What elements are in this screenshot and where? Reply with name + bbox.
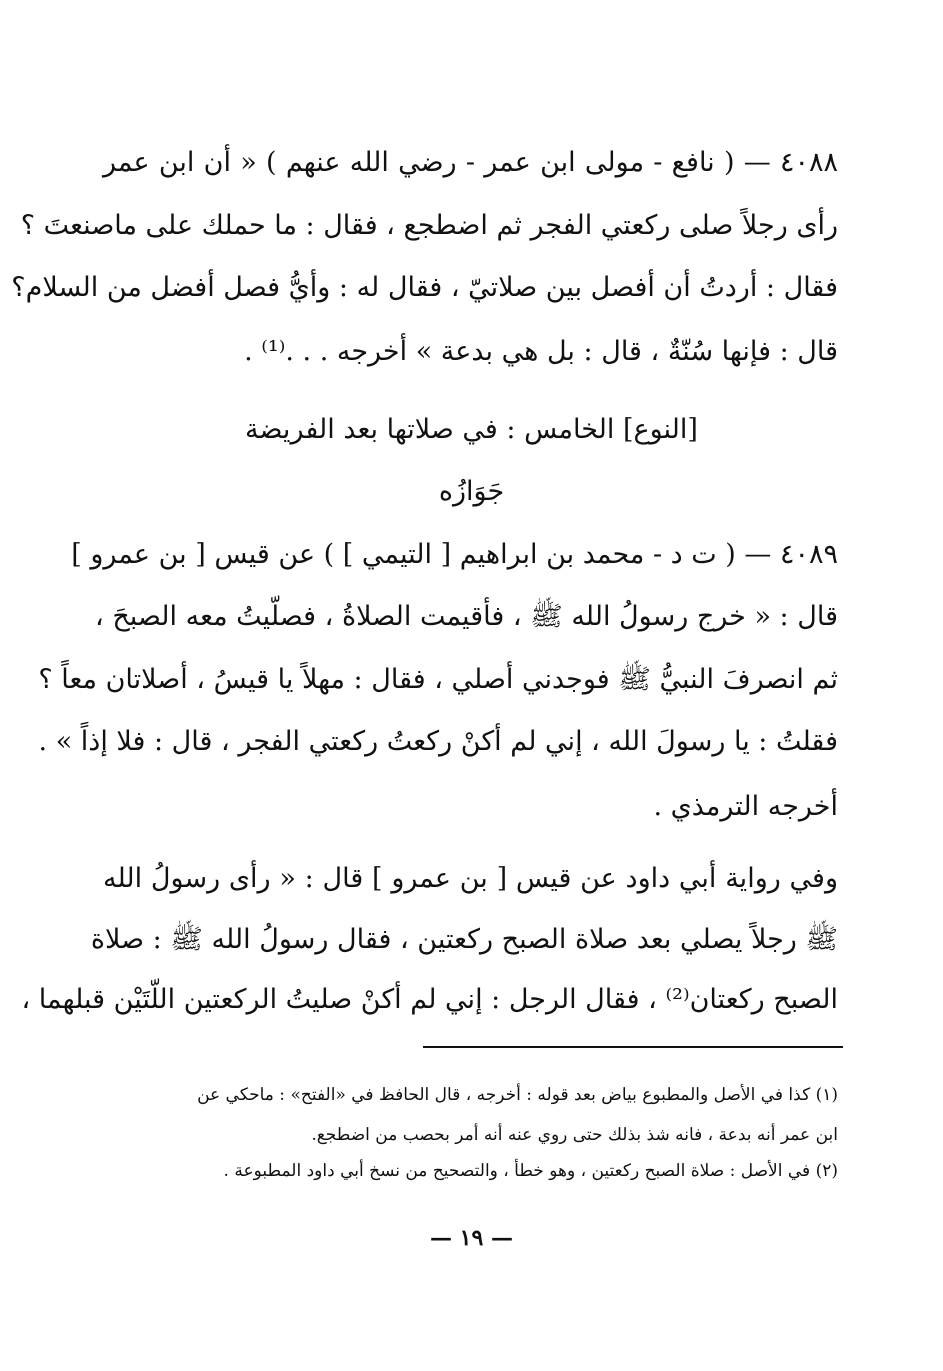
hadith-4089-line-3: ثم انصرفَ النبيُّ ﷺ فوجدني أصلي ، فقال : مهلاً يا قيسُ ، أصلاتان معاً ؟	[38, 664, 838, 695]
footnote-divider	[423, 1046, 843, 1048]
hadith-4089-line-5: أخرجه الترمذي .	[653, 791, 838, 822]
footnote-2: (٢) في الأصل : صلاة الصبح ركعتين ، وهو خطأ ، والتصحيح من نسخ أبي داود المطبوعة .	[223, 1161, 838, 1181]
hadith-4089-line-4: فقلتُ : يا رسولَ الله ، إني لم أكنْ ركعتُ ركعتي الفجر ، قال : فلا إذاً » .	[38, 726, 838, 757]
hadith-4088-line-2: رأى رجلاً صلى ركعتي الفجر ثم اضطجع ، فقال : ما حملك على ماصنعتَ ؟	[20, 210, 838, 241]
abu-dawud-line-3: الصبح ركعتان⁽²⁾ ، فقال الرجل : إني لم أكنْ صليتُ الركعتين اللّتَيْن قبلهما ،	[21, 984, 838, 1015]
section-heading: [النوع] الخامس : في صلاتها بعد الفريضة	[245, 414, 698, 445]
hadith-4088-line-3: فقال : أردتُ أن أفصل بين صلاتيّ ، فقال له : وأيُّ فصل أفضل من السلام؟	[11, 272, 838, 303]
footnote-1-line-2: ابن عمر أنه بدعة ، فانه شذ بذلك حتى روي عنه أنه أمر بحصب من اضطجع.	[311, 1125, 838, 1145]
footnote-1-line-1: (١) كذا في الأصل والمطبوع بياض بعد قوله : أخرجه ، قال الحافظ في «الفتح» : ماحكي عن	[197, 1085, 838, 1105]
page-number: — ١٩ —	[430, 1225, 513, 1251]
abu-dawud-line-1: وفي رواية أبي داود عن قيس [ بن عمرو ] قال : « رأى رسولُ الله	[103, 863, 838, 894]
hadith-4088-line-1: ٤٠٨٨ — ( نافع - مولى ابن عمر - رضي الله عنهم ) « أن ابن عمر	[103, 147, 838, 178]
hadith-4088-line-4: قال : فإنها سُنّةٌ ، قال : بل هي بدعة » أخرجه . . .⁽¹⁾ .	[244, 336, 838, 367]
hadith-4089-line-2: قال : « خرج رسولُ الله ﷺ ، فأقيمت الصلاةُ ، فصلّيتُ معه الصبحَ ،	[95, 601, 838, 632]
abu-dawud-line-2: ﷺ رجلاً يصلي بعد صلاة الصبح ركعتين ، فقال رسولُ الله ﷺ : صلاة	[90, 924, 838, 955]
hadith-4089-line-1: ٤٠٨٩ — ( ت د - محمد بن ابراهيم [ التيمي ] ) عن قيس [ بن عمرو ]	[71, 539, 838, 570]
section-subheading: جَوَازُه	[438, 476, 505, 507]
